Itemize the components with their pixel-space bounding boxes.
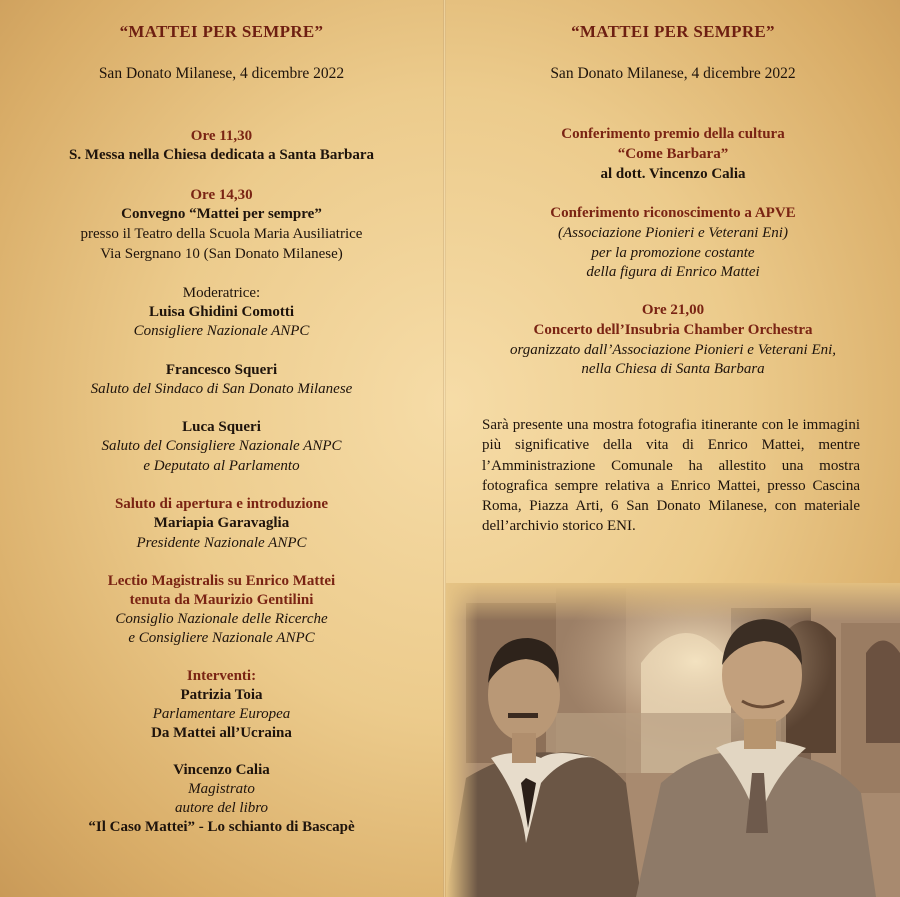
- award-line-3: al dott. Vincenzo Calia: [600, 166, 746, 182]
- moderatrice-role: Consigliere Nazionale ANPC: [133, 323, 310, 339]
- moderatrice-name: Luisa Ghidini Comotti: [148, 304, 295, 320]
- speaker2-role-2: e Deputato al Parlamento: [143, 458, 300, 474]
- calia-role-2: autore del libro: [174, 800, 269, 816]
- lectio-role-1: Consiglio Nazionale delle Ricerche: [115, 611, 328, 627]
- interventi-label: Interventi:: [186, 668, 257, 684]
- lectio-role-2: e Consigliere Nazionale ANPC: [128, 630, 315, 646]
- exhibition-paragraph: Sarà presente una mostra fotografia itinerante con le immagini più significative della vita di Enrico Mattei, mentre l’Amministrazione Comunale ha allestito una mostra fotografica sempre relativa a Enrico Mattei, presso Cascina Roma, Piazza Arti, 6 San Donato Milanese, con materiale dell’archivio storico ENI.: [482, 417, 860, 535]
- convegno-title: Convegno “Mattei per sempre”: [121, 206, 322, 222]
- toia-role: Parlamentare Europea: [152, 706, 291, 722]
- left-title: “MATTEI PER SEMPRE”: [119, 22, 324, 41]
- time-2100: Ore 21,00: [641, 302, 705, 318]
- right-title: “MATTEI PER SEMPRE”: [571, 22, 775, 41]
- moderatrice-label: Moderatrice:: [182, 285, 261, 301]
- concert-line-2: nella Chiesa di Santa Barbara: [581, 361, 765, 377]
- opening-title: Saluto di apertura e introduzione: [114, 496, 329, 512]
- concert-line-1: organizzato dall’Associazione Pionieri e Veterani Eni,: [509, 342, 837, 358]
- speaker1-name: Francesco Squeri: [165, 362, 278, 378]
- toia-name: Patrizia Toia: [180, 687, 263, 703]
- speaker1-role: Saluto del Sindaco di San Donato Milanese: [90, 381, 353, 397]
- time-1130: Ore 11,30: [190, 128, 253, 144]
- left-date: San Donato Milanese, 4 dicembre 2022: [98, 65, 345, 82]
- concert-title: Concerto dell’Insubria Chamber Orchestra: [533, 322, 813, 338]
- toia-topic: Da Mattei all’Ucraina: [151, 725, 292, 741]
- lectio-line-1: Lectio Magistralis su Enrico Mattei: [107, 573, 336, 589]
- calia-book: “Il Caso Mattei” - Lo schianto di Bascapè: [88, 819, 355, 835]
- speaker2-role-1: Saluto del Consigliere Nazionale ANPC: [101, 438, 342, 454]
- award-line-2: “Come Barbara”: [617, 146, 729, 162]
- time-1430: Ore 14,30: [190, 187, 253, 203]
- opening-name: Mariapia Garavaglia: [153, 515, 290, 531]
- apve-line-2: per la promozione costante: [591, 245, 755, 261]
- apve-title: Conferimento riconoscimento a APVE: [550, 205, 796, 221]
- sepia-photo: [446, 583, 900, 897]
- apve-line-1: (Associazione Pionieri e Veterani Eni): [558, 225, 788, 241]
- calia-name: Vincenzo Calia: [173, 762, 270, 778]
- speaker2-name: Luca Squeri: [182, 419, 261, 435]
- venue-line-2: Via Sergnano 10 (San Donato Milanese): [100, 246, 343, 262]
- lectio-line-2: tenuta da Maurizio Gentilini: [129, 592, 314, 608]
- award-line-1: Conferimento premio della cultura: [561, 126, 785, 142]
- apve-line-3: della figura di Enrico Mattei: [586, 264, 760, 280]
- mass-line: S. Messa nella Chiesa dedicata a Santa Barbara: [68, 147, 374, 163]
- venue-line-1: presso il Teatro della Scuola Maria Ausiliatrice: [80, 226, 363, 242]
- right-date: San Donato Milanese, 4 dicembre 2022: [550, 65, 796, 82]
- calia-role-1: Magistrato: [188, 781, 255, 797]
- opening-role: Presidente Nazionale ANPC: [136, 535, 307, 551]
